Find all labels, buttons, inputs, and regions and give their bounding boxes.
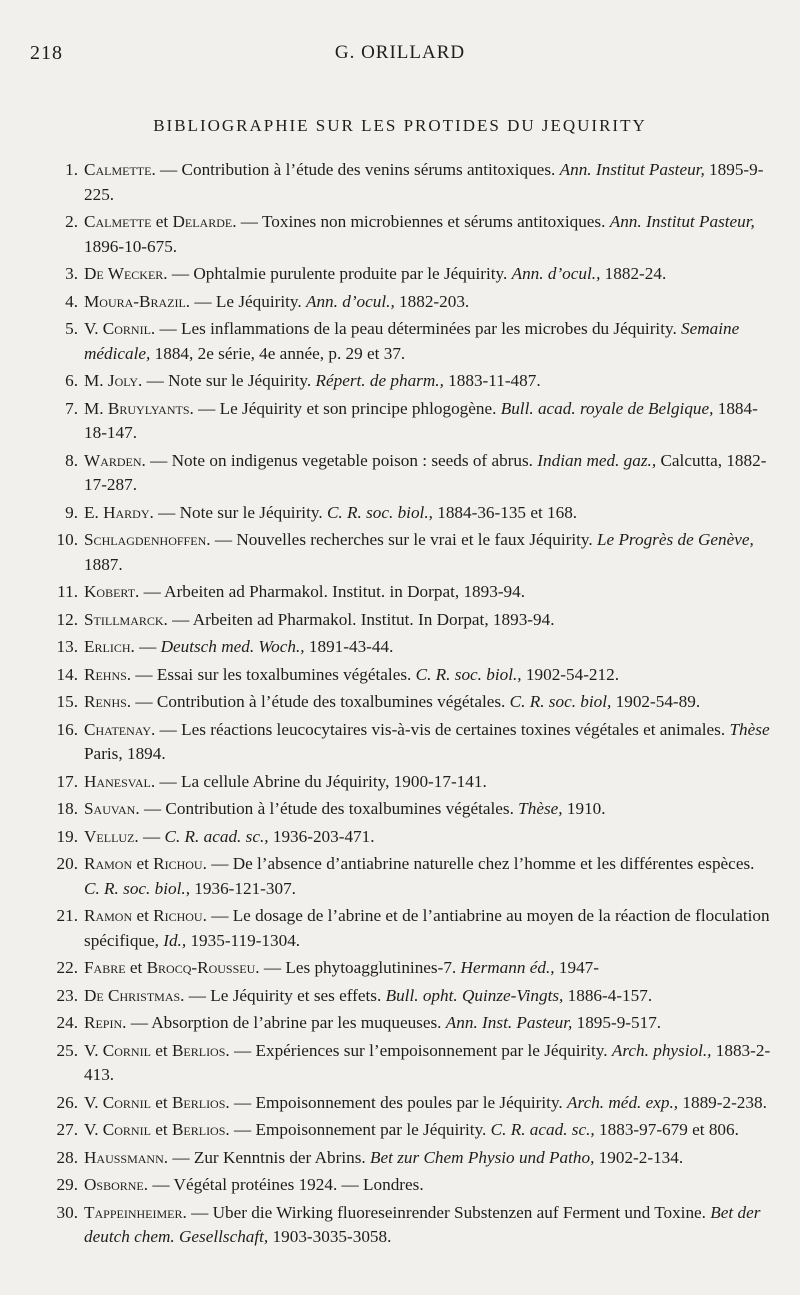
reference-segment: — Contribution à l’étude des toxalbumines végétales. [139, 799, 519, 818]
reference-item [44, 663, 774, 688]
reference-number: 21. [56, 906, 78, 925]
reference-text [84, 160, 763, 204]
reference-segment: V. [84, 1040, 103, 1060]
reference-author: Berlios. [171, 1040, 230, 1060]
reference-segment: 1889-2-238. [678, 1092, 767, 1112]
reference-text [84, 1120, 739, 1139]
reference-author: Cornil [102, 1120, 151, 1139]
reference-segment: — Uber die Wirking fluoreseinrender Substenzen auf Ferment und Toxine. [186, 1202, 711, 1222]
reference-number: 18. [56, 799, 78, 818]
reference-number: 5. [65, 319, 78, 338]
reference-segment: Calcutta, 1882-17-287. [84, 450, 767, 494]
reference-author: Tappeinheimer. [84, 1202, 187, 1222]
reference-author: Schlagdenhoffen. [84, 530, 211, 549]
reference-segment: 1891-43-44. [304, 637, 394, 656]
reference-item [44, 984, 774, 1009]
reference-segment: V. [84, 319, 103, 338]
reference-author: Sauvan. [84, 799, 140, 818]
reference-segment: 1883-11-487. [443, 371, 541, 390]
reference-segment: — [134, 637, 161, 656]
reference-segment: — Le Jéquirity et ses effets. [184, 985, 386, 1005]
reference-segment: M. [84, 371, 108, 390]
reference-segment: — Contribution à l’étude des toxalbumines végétales. [131, 692, 510, 711]
reference-author: De Christmas. [84, 985, 185, 1005]
reference-author: Repin. [84, 1013, 127, 1032]
reference-author: Berlios. [171, 1092, 230, 1112]
reference-item [44, 825, 774, 850]
reference-text [84, 212, 755, 256]
reference-author: Richou. [153, 906, 207, 925]
reference-number: 13. [56, 637, 78, 656]
reference-segment: — Nouvelles recherches sur le vrai et le faux Jéquirity. [210, 530, 597, 549]
reference-number: 25. [56, 1040, 78, 1060]
reference-item [44, 852, 774, 901]
reference-text [84, 772, 487, 791]
reference-number: 8. [65, 450, 78, 470]
reference-item [44, 1118, 774, 1143]
reference-number: 7. [65, 398, 78, 418]
reference-segment: — Note sur le Jéquirity. [142, 371, 316, 390]
reference-author: Ramon [84, 854, 133, 873]
reference-item [44, 956, 774, 981]
reference-item [44, 501, 774, 526]
reference-author: Calmette [84, 212, 152, 231]
reference-segment: 1936-203-471. [268, 826, 375, 846]
reference-author: Richou. [153, 854, 207, 873]
reference-number: 12. [56, 609, 78, 629]
reference-text [84, 958, 599, 977]
reference-segment: — De l’absence d’antiabrine naturelle chez l’homme et les différentes espèces. [206, 854, 755, 873]
reference-segment: — Ophtalmie purulente produite par le Jéquirity. [167, 264, 512, 283]
reference-item [44, 580, 774, 605]
reference-segment: — Empoisonnement par le Jéquirity. [229, 1120, 491, 1139]
reference-text [84, 264, 666, 283]
reference-item [44, 718, 774, 767]
reference-author: Berlios. [171, 1120, 230, 1139]
reference-segment: M. [84, 398, 108, 418]
reference-number: 6. [65, 371, 78, 390]
reference-item [44, 158, 774, 207]
reference-author: Moura-Brazil. [84, 291, 191, 311]
reference-segment: 1884-18-147. [84, 398, 758, 442]
section-title: BIBLIOGRAPHIE SUR LES PROTIDES DU JEQUIRITY [153, 116, 647, 135]
reference-item [44, 1039, 774, 1088]
reference-author: Renhs. [84, 692, 132, 711]
reference-source: C. R. acad. sc., [164, 826, 269, 846]
reference-source: C. R. soc. biol, [509, 692, 612, 711]
reference-source: C. R. acad. sc., [490, 1120, 595, 1139]
reference-text [84, 1175, 424, 1194]
reference-source: Ann. Institut Pasteur, [559, 160, 705, 179]
page-header [30, 42, 770, 72]
reference-number: 1. [65, 160, 78, 179]
reference-segment: — Zur Kenntnis der Abrins. [168, 1147, 370, 1167]
reference-number: 29. [56, 1175, 78, 1194]
reference-item [44, 608, 774, 633]
reference-segment: — Les inflammations de la peau déterminées par les microbes du Jéquirity. [155, 319, 682, 338]
reference-text [84, 1041, 770, 1085]
reference-segment: — Arbeiten ad Pharmakol. Institut. in Dorpat, 1893-94. [139, 582, 526, 601]
reference-text [84, 720, 770, 764]
reference-item [44, 690, 774, 715]
reference-list [44, 158, 774, 1253]
reference-segment: 1910. [562, 799, 606, 818]
reference-segment: — Absorption de l’abrine par les muqueuses. [126, 1013, 446, 1032]
reference-number: 3. [65, 264, 78, 283]
reference-segment: — Végétal protéines 1924. — Londres. [148, 1175, 424, 1194]
reference-segment: — Le Jéquirity et son principe phlogogène. [193, 398, 501, 418]
reference-segment: 1884, 2e série, 4e année, p. 29 et 37. [150, 343, 406, 363]
reference-segment: V. [84, 1092, 103, 1112]
reference-item [44, 1011, 774, 1036]
reference-segment: 1886-4-157. [563, 985, 653, 1005]
reference-number: 10. [56, 530, 78, 549]
reference-segment: et [132, 854, 154, 873]
reference-author: Bruylyants. [107, 398, 194, 418]
reference-segment: 1902-54-89. [611, 692, 701, 711]
reference-item [44, 210, 774, 259]
reference-number: 11. [57, 582, 78, 601]
reference-source: Arch. physiol., [611, 1040, 712, 1060]
reference-text [84, 1093, 767, 1112]
reference-source: Thèse, [518, 799, 563, 818]
reference-author: Delarde. [172, 212, 237, 231]
reference-segment: — [138, 826, 165, 846]
reference-segment: — Essai sur les toxalbumines végétales. [131, 664, 416, 684]
reference-number: 17. [56, 771, 78, 791]
reference-segment: et [151, 212, 173, 231]
reference-item [44, 1201, 774, 1250]
reference-item [44, 635, 774, 660]
reference-number: 24. [56, 1013, 78, 1032]
running-head: G. ORILLARD [334, 42, 466, 63]
page-number: 218 [30, 42, 63, 64]
reference-author: Haussmann. [84, 1147, 169, 1167]
reference-number: 28. [56, 1147, 78, 1167]
reference-text [84, 799, 606, 818]
reference-author: Fabre [84, 958, 126, 977]
reference-text [84, 665, 619, 684]
reference-source: Bet zur Chem Physio und Patho, [370, 1147, 595, 1167]
reference-item [44, 290, 774, 315]
reference-text [84, 1013, 661, 1032]
reference-segment: et [150, 1092, 172, 1112]
reference-author: Cornil [102, 1092, 151, 1112]
reference-segment: 1896-10-675. [84, 236, 178, 256]
reference-segment: 1936-121-307. [190, 878, 296, 898]
reference-segment: 1902-2-134. [594, 1147, 684, 1167]
reference-author: Osborne. [84, 1175, 149, 1194]
reference-segment: et [132, 906, 154, 925]
reference-author: Ramon [84, 906, 133, 925]
reference-text [84, 637, 393, 656]
reference-text [84, 399, 758, 443]
reference-segment: — Arbeiten ad Pharmakol. Institut. In Dorpat, 1893-94. [167, 609, 555, 629]
reference-segment: — Le dosage de l’abrine et de l’antiabrine au moyen de la réaction de floculation spécifique, [84, 906, 770, 950]
reference-author: Joly. [107, 371, 143, 390]
reference-author: De Wecker. [84, 264, 168, 283]
reference-segment: — Contribution à l’étude des venins sérums antitoxiques. [155, 160, 560, 179]
reference-author: Brocq-Rousseu. [146, 958, 260, 977]
reference-segment: et [150, 1120, 172, 1139]
reference-segment: V. [84, 1120, 103, 1139]
reference-item [44, 317, 774, 366]
reference-segment: — Note sur le Jéquirity. [153, 502, 327, 522]
reference-author: Cornil. [102, 319, 156, 338]
reference-source: Semaine médicale, [84, 319, 740, 363]
reference-item [44, 397, 774, 446]
reference-source: Ann. d’ocul., [511, 264, 601, 283]
reference-author: Stillmarck. [84, 609, 168, 629]
reference-item [44, 797, 774, 822]
reference-segment: — Empoisonnement des poules par le Jéquirity. [229, 1092, 568, 1112]
reference-text [84, 1203, 760, 1247]
reference-author: Hanesval. [84, 771, 156, 791]
reference-number: 22. [56, 958, 78, 977]
reference-segment: — Expériences sur l’empoisonnement par le Jéquirity. [229, 1040, 612, 1060]
reference-item [44, 1146, 774, 1171]
reference-item [44, 904, 774, 953]
reference-item [44, 528, 774, 577]
reference-item [44, 1091, 774, 1116]
reference-number: 30. [56, 1202, 78, 1222]
reference-segment: — Toxines non microbiennes et sérums antitoxiques. [236, 212, 610, 231]
reference-number: 2. [65, 212, 78, 231]
reference-segment: 1903-3035-3058. [268, 1227, 392, 1246]
reference-author: Rehns. [84, 664, 132, 684]
reference-segment: — La cellule Abrine du Jéquirity, 1900-17-141. [155, 771, 487, 791]
reference-segment: et [125, 958, 147, 977]
reference-segment: 1895-9-517. [572, 1013, 662, 1032]
reference-segment: — Le Jéquirity. [190, 291, 306, 311]
reference-text [84, 371, 541, 390]
reference-source: Bet der deutch chem. Gesellschaft, [84, 1202, 761, 1246]
reference-source: Indian med. gaz., [537, 450, 657, 470]
reference-number: 26. [56, 1092, 78, 1112]
reference-author: Cornil [102, 1040, 151, 1060]
reference-segment: E. [84, 502, 104, 522]
reference-segment: 1883-97-679 et 806. [594, 1120, 739, 1139]
reference-source: C. R. soc. biol., [415, 664, 522, 684]
reference-author: Hardy. [103, 502, 154, 522]
reference-source: Ann. d’ocul., [305, 291, 395, 311]
reference-text [84, 292, 469, 311]
reference-text [84, 610, 555, 629]
reference-source: C. R. soc. biol., [326, 502, 433, 522]
reference-item [44, 369, 774, 394]
reference-author: Warden. [84, 450, 146, 470]
reference-number: 16. [56, 719, 78, 739]
reference-text [84, 503, 577, 522]
reference-source: Id., [163, 930, 187, 950]
reference-text [84, 827, 375, 846]
reference-number: 19. [56, 826, 78, 846]
reference-text [84, 692, 700, 711]
reference-source: Thèse [729, 719, 770, 739]
reference-item [44, 262, 774, 287]
reference-segment: 1902-54-212. [521, 664, 619, 684]
reference-number: 27. [56, 1120, 78, 1139]
reference-text [84, 1148, 683, 1167]
reference-number: 15. [56, 692, 78, 711]
reference-text [84, 530, 754, 574]
reference-segment: et [150, 1040, 172, 1060]
reference-author: Erlich. [84, 637, 135, 656]
reference-text [84, 319, 739, 363]
reference-item [44, 770, 774, 795]
reference-number: 20. [56, 854, 78, 873]
reference-segment: Paris, 1894. [84, 744, 166, 763]
reference-author: Chatenay. [84, 719, 156, 739]
reference-number: 14. [56, 664, 78, 684]
reference-segment: 1882-203. [394, 291, 470, 311]
reference-text [84, 582, 525, 601]
reference-author: Velluz. [84, 826, 139, 846]
reference-source: Bull. opht. Quinze-Vingts, [385, 985, 564, 1005]
reference-number: 4. [65, 291, 78, 311]
reference-author: Kobert. [84, 582, 140, 601]
reference-number: 9. [65, 502, 78, 522]
reference-source: Deutsch med. Woch., [160, 637, 305, 656]
reference-source: Arch. méd. exp., [567, 1092, 679, 1112]
reference-item [44, 1173, 774, 1198]
reference-segment: — Note on indigenus vegetable poison : seeds of abrus. [145, 450, 538, 470]
reference-segment: — Les phytoagglutinines-7. [259, 958, 461, 977]
reference-segment: 1882-24. [600, 264, 667, 283]
reference-segment: 1947- [554, 958, 599, 977]
reference-segment: 1935-119-1304. [186, 930, 301, 950]
reference-item [44, 449, 774, 498]
reference-source: Répert. de pharm., [315, 371, 444, 390]
reference-text [84, 906, 770, 950]
reference-text [84, 451, 766, 495]
reference-segment: 1887. [84, 554, 123, 574]
reference-author: Calmette. [84, 160, 156, 179]
reference-segment: — Les réactions leucocytaires vis-à-vis de certaines toxines végétales et animales. [155, 719, 730, 739]
reference-source: C. R. soc. biol., [84, 878, 190, 898]
reference-segment: 1883-2-413. [84, 1040, 771, 1084]
reference-number: 23. [56, 985, 78, 1005]
reference-source: Le Progrès de Genève, [596, 530, 754, 549]
reference-text [84, 986, 652, 1005]
reference-source: Ann. Inst. Pasteur, [445, 1013, 573, 1032]
reference-segment: 1884-36-135 et 168. [432, 502, 578, 522]
reference-source: Bull. acad. royale de Belgique, [500, 398, 714, 418]
reference-source: Ann. Institut Pasteur, [609, 212, 755, 231]
reference-source: Hermann éd., [460, 958, 555, 977]
reference-text [84, 854, 754, 898]
reference-segment: 1895-9-225. [84, 160, 764, 204]
